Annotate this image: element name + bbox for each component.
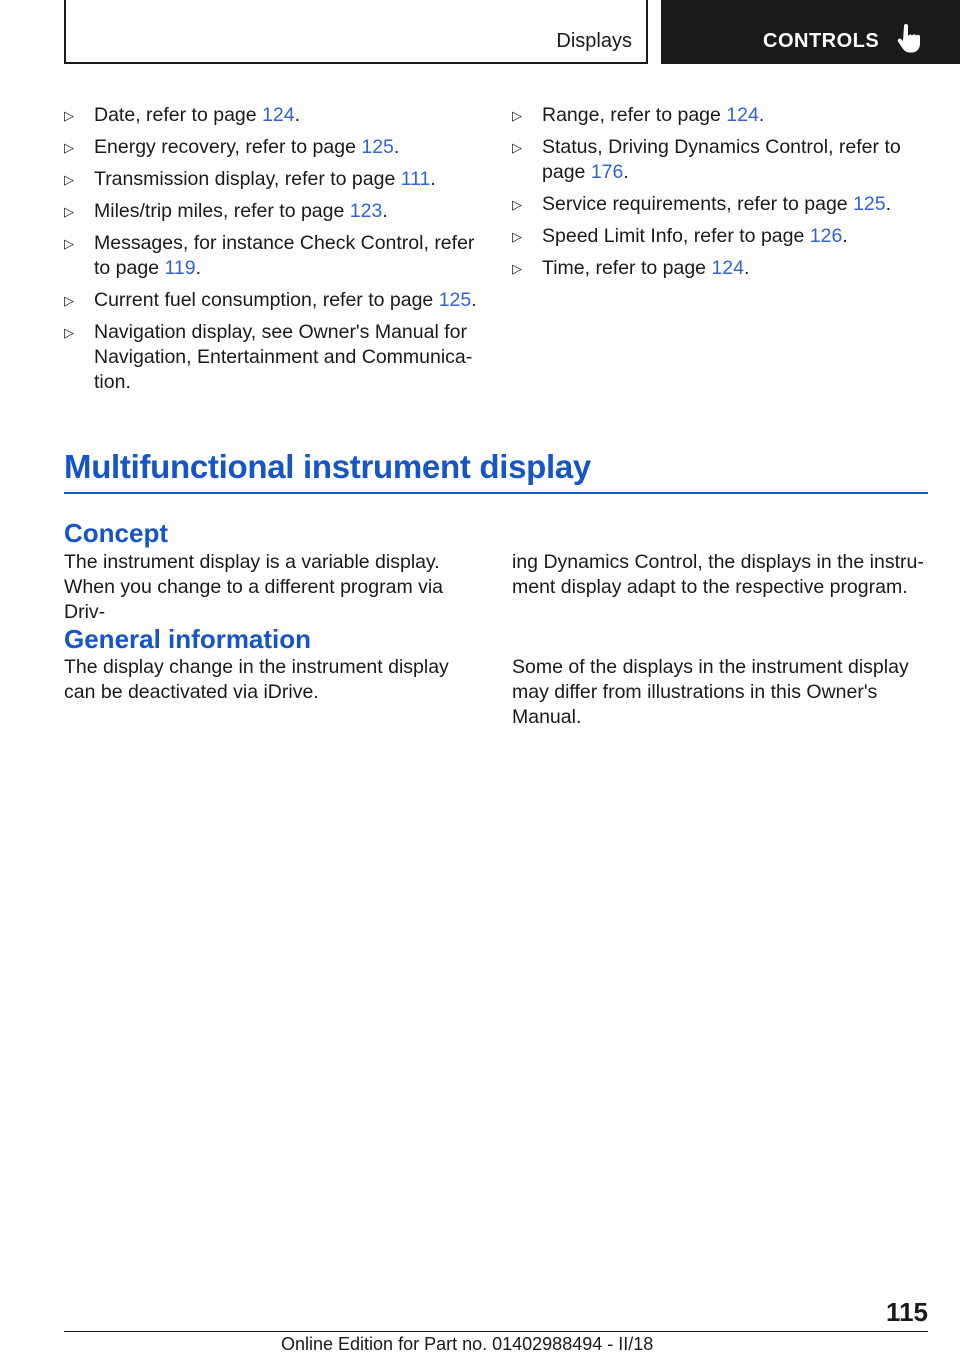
page-reference-link[interactable]: 125 (361, 136, 394, 158)
list-item-text: Messages, for instance Check Control, refer to page (94, 232, 475, 279)
footer-edition: Online Edition for Part no. 01402988494 - II/18 (281, 1334, 654, 1354)
list-item (64, 231, 478, 281)
page-reference-link[interactable]: 125 (438, 289, 472, 311)
page-reference-link[interactable]: 125 (853, 193, 886, 215)
page-reference-link[interactable]: 124 (262, 104, 295, 126)
list-item (64, 320, 478, 395)
header-section-box (64, 0, 648, 64)
concept-text-right: ing Dynamics Control, the displays in the instru‐ment display adapt to the respective program. (512, 551, 924, 598)
list-item-text: Range, refer to page (542, 104, 727, 126)
list-item-text: Date, refer to page (94, 104, 263, 126)
list-item-punctuation: . (743, 257, 750, 279)
bullet-arrow-icon: ▷ (64, 325, 74, 340)
bullet-arrow-icon: ▷ (512, 140, 522, 155)
page-reference-link[interactable]: 126 (809, 225, 843, 247)
page-reference-link[interactable]: 176 (590, 161, 624, 183)
list-item-text: Status, Driving Dynamics Control, refer to page (542, 136, 901, 183)
list-item-punctuation: . (623, 161, 629, 183)
list-item-text: Navigation display, see Owner's Manual for Navigation, Entertainment and Communica‐tion. (94, 321, 473, 393)
header-section-title: Displays (556, 30, 632, 52)
page-reference-link[interactable]: 124 (726, 104, 759, 126)
list-item-text: Energy recovery, refer to page (94, 136, 362, 158)
bullet-arrow-icon: ▷ (64, 108, 74, 123)
list-item-punctuation: . (885, 193, 892, 215)
list-item (64, 135, 478, 160)
bullet-arrow-icon: ▷ (64, 172, 74, 187)
list-item (512, 192, 926, 217)
bullet-arrow-icon: ▷ (512, 108, 522, 123)
list-item (512, 103, 926, 128)
list-item-text: Miles/trip miles, refer to page (94, 200, 350, 222)
bullet-arrow-icon: ▷ (512, 261, 522, 276)
list-item (512, 256, 926, 281)
list-item (512, 224, 926, 249)
list-item (64, 199, 478, 224)
bullet-arrow-icon: ▷ (64, 204, 74, 219)
list-item (64, 167, 478, 192)
right-bullet-column (512, 103, 926, 288)
list-item-punctuation: . (393, 136, 400, 158)
page-reference-link[interactable]: 111 (400, 168, 431, 190)
list-item-punctuation: . (842, 225, 848, 247)
general-information-heading: General information (64, 624, 312, 654)
section-title: Multifunctional instrument display (64, 448, 591, 485)
left-bullet-list (64, 103, 478, 395)
bullet-arrow-icon: ▷ (512, 197, 522, 212)
general-text-left: The display change in the instrument display can be deactivated via iDrive. (64, 656, 449, 703)
list-item-text: Time, refer to page (542, 257, 712, 279)
page-reference-link[interactable]: 124 (711, 257, 744, 279)
list-item-punctuation: . (430, 168, 436, 190)
footer-rule (64, 1331, 928, 1332)
list-item-punctuation: . (195, 257, 201, 279)
concept-heading: Concept (64, 518, 168, 548)
left-bullet-column (64, 103, 478, 402)
list-item-text: Service requirements, refer to page (542, 193, 854, 215)
right-bullet-list (512, 103, 926, 281)
list-item (512, 135, 926, 185)
list-item-punctuation: . (294, 104, 300, 126)
bullet-arrow-icon: ▷ (512, 229, 522, 244)
page-reference-link[interactable]: 123 (349, 200, 383, 222)
page-number: 115 (886, 1297, 928, 1327)
list-item-punctuation: . (382, 200, 388, 222)
header-chapter-label: CONTROLS (763, 30, 880, 52)
list-item (64, 103, 478, 128)
page-reference-link[interactable]: 119 (164, 257, 196, 279)
header-chapter-tab (661, 0, 960, 64)
section-title-rule (64, 492, 928, 494)
list-item-text: Transmission display, refer to page (94, 168, 401, 190)
list-item-text: Current fuel consumption, refer to page (94, 289, 439, 311)
bullet-arrow-icon: ▷ (64, 236, 74, 251)
bullet-arrow-icon: ▷ (64, 140, 74, 155)
general-text-right: Some of the displays in the instrument display may differ from illustrations in this Owner's Manual. (512, 656, 909, 728)
list-item-text: Speed Limit Info, refer to page (542, 225, 810, 247)
list-item-punctuation: . (471, 289, 477, 311)
pointing-hand-icon (897, 24, 921, 54)
bullet-arrow-icon: ▷ (64, 293, 74, 308)
list-item-punctuation: . (758, 104, 765, 126)
concept-text-left: The instrument display is a variable display. When you change to a different program via Driv‐ (64, 551, 444, 623)
list-item (64, 288, 478, 313)
